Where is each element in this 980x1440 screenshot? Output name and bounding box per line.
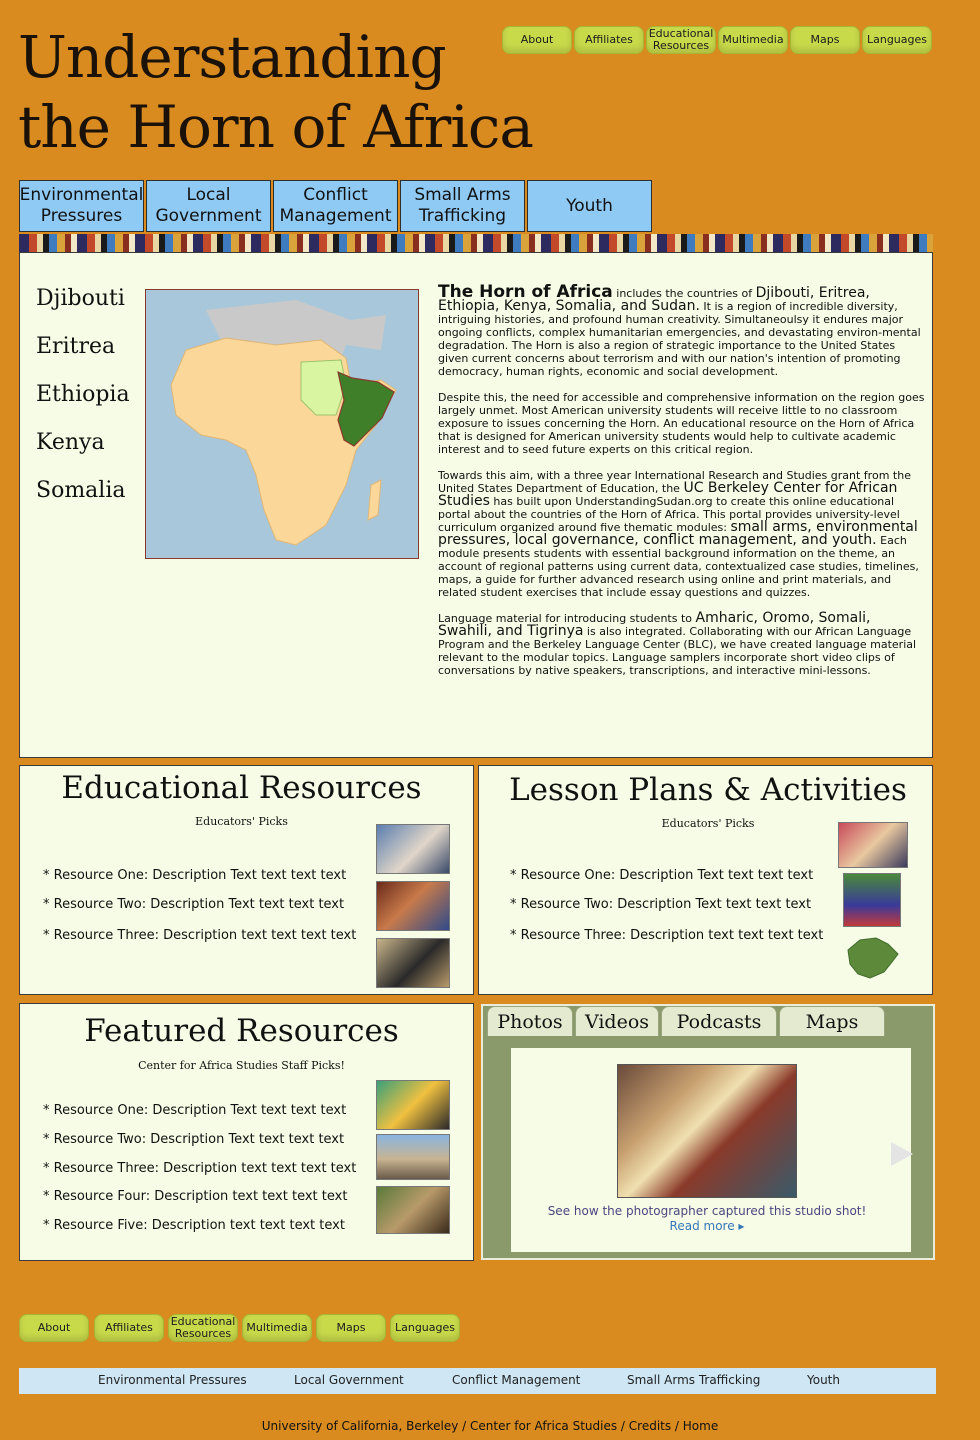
title-line-2: the Horn of Africa: [18, 93, 533, 161]
media-content: [511, 1048, 911, 1252]
bottom-nav-environmental-pressures[interactable]: Environmental Pressures: [98, 1373, 247, 1387]
featured-resource-two-link[interactable]: * Resource Two: Description Text text text text: [43, 1132, 345, 1147]
lesson-resource-one-link[interactable]: * Resource One: Description Text text text text: [510, 868, 814, 883]
edu-resource-three-photo[interactable]: [376, 938, 450, 988]
read-more-link[interactable]: Read more ▸: [669, 1219, 745, 1233]
africa-map-graphic: [146, 290, 419, 559]
intro-country-names: Djibouti, Eritrea, Ethiopia, Kenya, Somalia, and Sudan.: [438, 285, 870, 314]
footer-nav-about-button[interactable]: About: [19, 1314, 89, 1342]
nav-affiliates-button[interactable]: Affiliates: [574, 26, 644, 54]
intro-module-list: small arms, environmental pressures, local governance, conflict management, and youth.: [438, 519, 918, 548]
photo-caption: [547, 1204, 867, 1234]
tab-conflict-management[interactable]: Conflict Management: [273, 180, 398, 232]
ethiopia-map-thumbnail[interactable]: [840, 932, 906, 982]
title-line-1: Understanding: [18, 23, 446, 91]
tab-small-arms-trafficking[interactable]: Small Arms Trafficking: [400, 180, 525, 232]
country-link-somalia[interactable]: Somalia: [36, 478, 126, 503]
lesson-resource-one-photo[interactable]: [838, 822, 908, 868]
featured-photo[interactable]: [617, 1064, 797, 1198]
bottom-nav-small-arms-trafficking[interactable]: Small Arms Trafficking: [627, 1373, 761, 1387]
featured-resource-four-link[interactable]: * Resource Four: Description text text text text: [43, 1189, 348, 1204]
bottom-module-nav: [19, 1368, 936, 1394]
country-link-eritrea[interactable]: Eritrea: [36, 334, 116, 359]
site-title: [18, 22, 578, 162]
intro-p1-mid: includes the countries of: [612, 287, 756, 300]
featured-resource-three-photo[interactable]: [376, 1186, 450, 1234]
featured-resource-one-link[interactable]: * Resource One: Description Text text text text: [43, 1103, 347, 1118]
media-tab-photos[interactable]: Photos: [487, 1006, 573, 1036]
bottom-nav-conflict-management[interactable]: Conflict Management: [452, 1373, 581, 1387]
lesson-resource-two-link[interactable]: * Resource Two: Description Text text text text: [510, 897, 812, 912]
media-tab-videos[interactable]: Videos: [575, 1006, 659, 1036]
intro-text: [438, 282, 928, 690]
nav-educational-resources-button[interactable]: Educational Resources: [646, 26, 716, 54]
country-link-kenya[interactable]: Kenya: [36, 430, 105, 455]
country-link-ethiopia[interactable]: Ethiopia: [36, 382, 130, 407]
lesson-plans-subtitle: Educators' Picks: [661, 817, 755, 830]
intro-p3-e: Each module presents students with essential background information on the theme, an account of regional patterns using current data, contextualized case studies, timelines, maps, a guide for further advanced research using online and print materials, and related student exercises that include essay questions and quizzes.: [438, 534, 919, 599]
nav-maps-button[interactable]: Maps: [790, 26, 860, 54]
footer-nav-educational-resources-button[interactable]: Educational Resources: [168, 1314, 238, 1342]
intro-heading: The Horn of Africa: [438, 282, 613, 302]
intro-p1-rest: It is a region of incredible diversity, intriguing histories, and profound human creativity. Simultaneoulsy it endures major ongoing conflicts, complex humanitarian emergencies, and devastating environ-mental degradation. The Horn is also a region of strategic importance to the United States given current concerns about terrorism and with our nation's intention of promoting democracy, human rights, economic and social development.: [438, 300, 921, 378]
edu-resource-one-photo[interactable]: [376, 824, 450, 874]
featured-resource-three-link[interactable]: * Resource Three: Description text text text text: [43, 1161, 357, 1176]
educational-resources-subtitle: Educators' Picks: [195, 815, 288, 828]
featured-resources-subtitle: Center for Africa Studies Staff Picks!: [138, 1059, 345, 1072]
lesson-resource-two-photo[interactable]: [843, 873, 901, 927]
horn-of-africa-map[interactable]: [145, 289, 419, 559]
intro-p3-a: Towards this aim, with a three year International Research and Studies grant from the United States Department of Education, the: [438, 469, 911, 495]
multimedia-widget: [481, 1004, 935, 1260]
edu-resource-one-link[interactable]: * Resource One: Description Text text text text: [43, 868, 347, 883]
edu-resource-two-link[interactable]: * Resource Two: Description Text text text text: [43, 897, 345, 912]
nav-languages-button[interactable]: Languages: [862, 26, 932, 54]
media-tab-podcasts[interactable]: Podcasts: [661, 1006, 777, 1036]
featured-resource-five-link[interactable]: * Resource Five: Description text text text text: [43, 1218, 345, 1233]
media-tab-maps[interactable]: Maps: [779, 1006, 885, 1036]
intro-language-list: Amharic, Oromo, Somali, Swahili, and Tigrinya: [438, 610, 871, 639]
tab-local-government[interactable]: Local Government: [146, 180, 271, 232]
educational-resources-title: Educational Resources: [61, 770, 422, 806]
featured-resources-title: Featured Resources: [84, 1013, 399, 1049]
intro-p4-a: Language material for introducing students to: [438, 612, 696, 625]
intro-paragraph-2: Despite this, the need for accessible and comprehensive information on the region goes largely unmet. Most American university students will receive little to no classroom exposure to issues concerning the Horn. An educational resource on the Horn of Africa that is designed for American university students would help to cultivate academic interest and to seed future experts on this critical region.: [438, 391, 925, 456]
next-arrow-icon[interactable]: [891, 1142, 913, 1166]
footer-links[interactable]: University of California, Berkeley / Center for Africa Studies / Credits / Home: [261, 1419, 719, 1433]
nav-about-button[interactable]: About: [502, 26, 572, 54]
footer-nav-maps-button[interactable]: Maps: [316, 1314, 386, 1342]
footer-nav-languages-button[interactable]: Languages: [390, 1314, 460, 1342]
lesson-plans-title: Lesson Plans & Activities: [509, 772, 907, 808]
footer-nav-affiliates-button[interactable]: Affiliates: [94, 1314, 164, 1342]
footer-nav-multimedia-button[interactable]: Multimedia: [242, 1314, 312, 1342]
nav-multimedia-button[interactable]: Multimedia: [718, 26, 788, 54]
edu-resource-two-photo[interactable]: [376, 881, 450, 931]
bottom-nav-youth[interactable]: Youth: [807, 1373, 840, 1387]
photo-caption-text: See how the photographer captured this studio shot!: [547, 1204, 867, 1218]
country-list: [36, 286, 130, 526]
tab-youth[interactable]: Youth: [527, 180, 652, 232]
country-link-djibouti[interactable]: Djibouti: [36, 286, 125, 311]
edu-resource-three-link[interactable]: * Resource Three: Description text text text text: [43, 928, 357, 943]
intro-berkeley-link[interactable]: UC Berkeley Center for African Studies: [438, 480, 898, 509]
lesson-resource-three-link[interactable]: * Resource Three: Description text text text text: [510, 928, 824, 943]
decorative-pattern-strip: [19, 234, 933, 252]
bottom-nav-local-government[interactable]: Local Government: [294, 1373, 404, 1387]
intro-p3-c: has built upon UnderstandingSudan.org to create this online educational portal about the countries of the Horn of Africa. This portal provides university-level curriculum organized around five thematic modules:: [438, 495, 900, 534]
intro-p4-c: is also integrated. Collaborating with our African Language Program and the Berkeley Language Center (BLC), we have created language material relevant to the modular topics. Language samplers incorporate short video clips of conversations by native speakers, transcriptions, and interactive mini-lessons.: [438, 625, 917, 677]
featured-resource-two-photo[interactable]: [376, 1134, 450, 1180]
ethiopia-map-icon: [840, 932, 906, 982]
tab-environmental-pressures[interactable]: Environmental Pressures: [19, 180, 144, 232]
featured-resource-one-photo[interactable]: [376, 1080, 450, 1130]
